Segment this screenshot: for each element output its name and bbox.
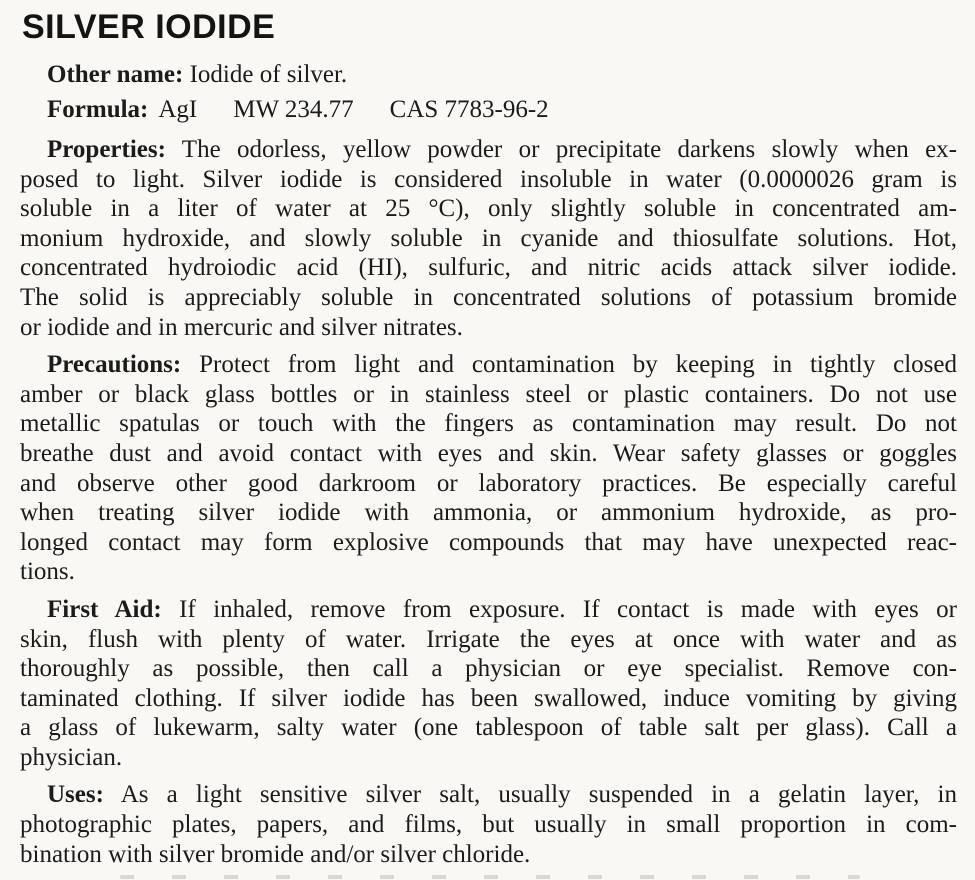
text-line: photographic plates, papers, and films, but usually in small proportion in com- (20, 811, 957, 839)
other-name-line (20, 57, 957, 92)
scan-artifact (120, 875, 860, 879)
text-line: longed contact may form explosive compounds that may have unexpected reac- (20, 528, 957, 556)
text-line: Properties: The odorless, yellow powder or precipitate darkens slowly when ex- (47, 136, 957, 163)
text-line: amber or black glass bottles or in stainless steel or plastic containers. Do not use (20, 380, 957, 408)
text-line: bination with silver bromide and/or silver chloride. (20, 840, 531, 868)
other-name-label: Other name: (47, 61, 184, 88)
section-label: Precautions: (47, 351, 182, 379)
section-label: Uses: (47, 781, 104, 809)
sections (20, 135, 957, 869)
text-line: Precautions: Protect from light and contamination by keeping in tightly closed (47, 351, 957, 379)
text-line: skin, flush with plenty of water. Irrigate the eyes at once with water and as (20, 625, 957, 653)
text-line: breathe dust and avoid contact with eyes and skin. Wear safety glasses or goggles (20, 439, 957, 467)
formula-value: AgI (158, 96, 198, 123)
section-first-aid (20, 595, 957, 773)
text-line: Uses: As a light sensitive silver salt, usually suspended in a gelatin layer, in (47, 781, 957, 809)
section-properties (20, 135, 957, 342)
molecular-weight: MW 234.77 (233, 96, 354, 123)
text-line: taminated clothing. If silver iodide has been swallowed, induce vomiting by giving (20, 684, 957, 712)
text-line: when treating silver iodide with ammonia, or ammonium hydroxide, as pro- (20, 499, 957, 527)
text-line: and observe other good darkroom or laboratory practices. Be especially careful (20, 469, 957, 497)
other-name-value: Iodide of silver. (189, 61, 348, 88)
section-precautions (20, 350, 957, 587)
text-line: tions. (20, 558, 75, 586)
text-line: First Aid: If inhaled, remove from exposure. If contact is made with eyes or (47, 595, 957, 623)
section-label: Properties: (47, 136, 166, 163)
text-line: concentrated hydroiodic acid (HI), sulfuric, and nitric acids attack silver iodide. (20, 254, 957, 282)
cas-number: CAS 7783-96-2 (389, 96, 549, 123)
text-line: thoroughly as possible, then call a physician or eye specialist. Remove con- (20, 655, 957, 683)
section-uses (20, 780, 957, 869)
text-line: or iodide and in mercuric and silver nitrates. (20, 313, 463, 341)
section-label: First Aid: (47, 595, 162, 623)
text-line: soluble in a liter of water at 25 °C), only slightly soluble in concentrated am- (20, 195, 957, 223)
page-title: SILVER IODIDE (22, 8, 276, 46)
formula-label: Formula: (47, 96, 149, 123)
text-line: monium hydroxide, and slowly soluble in cyanide and thiosulfate solutions. Hot, (20, 224, 957, 252)
formula-line (20, 92, 957, 127)
text-line: The solid is appreciably soluble in concentrated solutions of potassium bromide (20, 283, 957, 311)
text-line: metallic spatulas or touch with the fingers as contamination may result. Do not (20, 410, 957, 438)
text-line: physician. (20, 743, 123, 771)
text-line: posed to light. Silver iodide is considered insoluble in water (0.0000026 gram is (20, 165, 957, 193)
text-line: a glass of lukewarm, salty water (one tablespoon of table salt per glass). Call a (20, 714, 957, 742)
